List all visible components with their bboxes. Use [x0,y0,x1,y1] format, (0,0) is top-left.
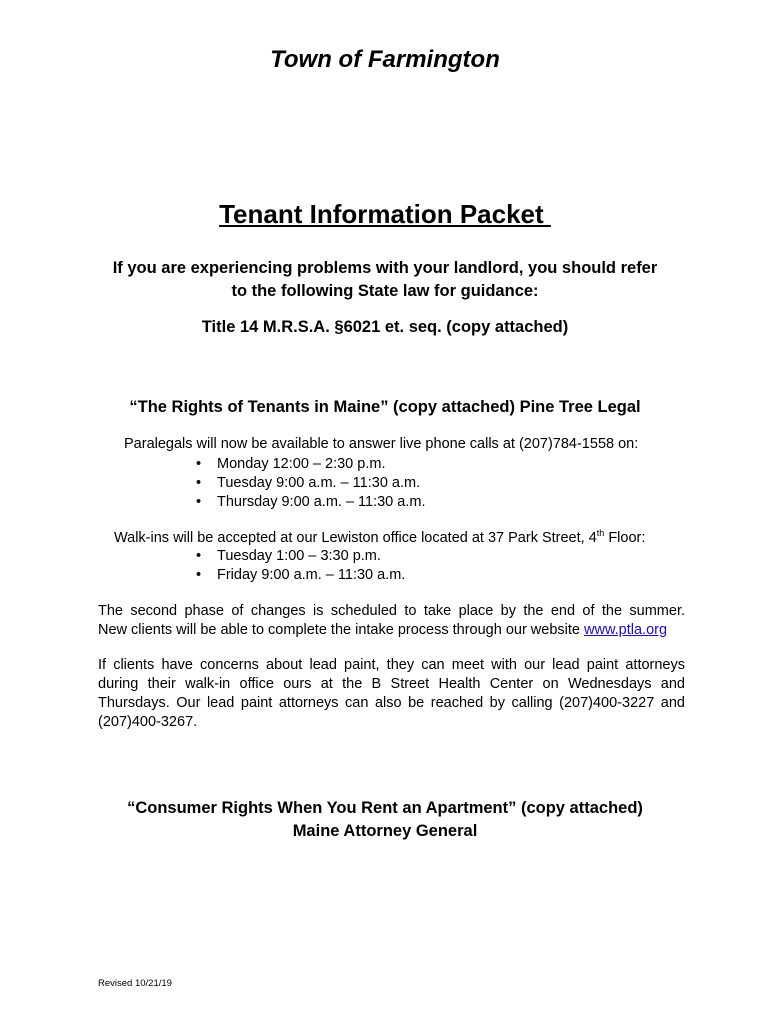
bullet-icon: • [196,494,202,510]
intro-line-1: If you are experiencing problems with your landlord, you should refer [112,259,658,277]
lead-line-3: Thursdays. Our lead paint attorneys can also be reached by calling (207)400-3227 and [98,695,685,711]
town-title: Town of Farmington [270,46,500,73]
website-link[interactable]: www.ptla.org [584,622,668,638]
revised-date: Revised 10/21/19 [98,978,172,989]
bullet-icon: • [196,548,202,564]
intro-line-2: to the following State law for guidance: [231,282,539,300]
list-item: • Tuesday 1:00 – 3:30 p.m. [196,548,381,564]
lead-line-2: during their walk-in office ours at the B Street Health Center on Wednesdays and [98,676,685,692]
intro-text [0,257,770,303]
consumer-heading: “Consumer Rights When You Rent an Apartment” (copy attached) [127,799,643,817]
walkin-hours-list [196,547,405,585]
packet-title: Tenant Information Packet [219,199,551,229]
phone-hours-list [196,455,425,512]
pine-tree-heading: “The Rights of Tenants in Maine” (copy attached) Pine Tree Legal [129,398,641,416]
lead-paint-paragraph [98,656,685,732]
list-item: • Tuesday 9:00 a.m. – 11:30 a.m. [196,475,421,491]
list-item: • Friday 9:00 a.m. – 11:30 a.m. [196,567,406,583]
consumer-rights-section [0,797,770,843]
phone-hours-intro: Paralegals will now be available to answer live phone calls at (207)784-1558 on: [124,436,639,452]
phase-line-2: New clients will be able to complete the intake process through our website www.ptla.org [98,622,668,638]
bullet-icon: • [196,475,202,491]
consumer-source: Maine Attorney General [292,822,478,840]
list-item: • Monday 12:00 – 2:30 p.m. [196,456,386,472]
walkin-intro: Walk-ins will be accepted at our Lewiston office located at 37 Park Street, 4th Floor: [114,528,646,546]
lead-line-1: If clients have concerns about lead paint, they can meet with our lead paint attorneys [98,657,685,673]
bullet-icon: • [196,567,202,583]
lead-line-4: (207)400-3267. [98,714,198,730]
bullet-icon: • [196,456,202,472]
statute-reference: Title 14 M.R.S.A. §6021 et. seq. (copy attached) [201,318,569,336]
phase-paragraph [98,602,685,640]
list-item: • Thursday 9:00 a.m. – 11:30 a.m. [196,494,426,510]
phase-line-1: The second phase of changes is scheduled to take place by the end of the summer. [98,603,685,619]
